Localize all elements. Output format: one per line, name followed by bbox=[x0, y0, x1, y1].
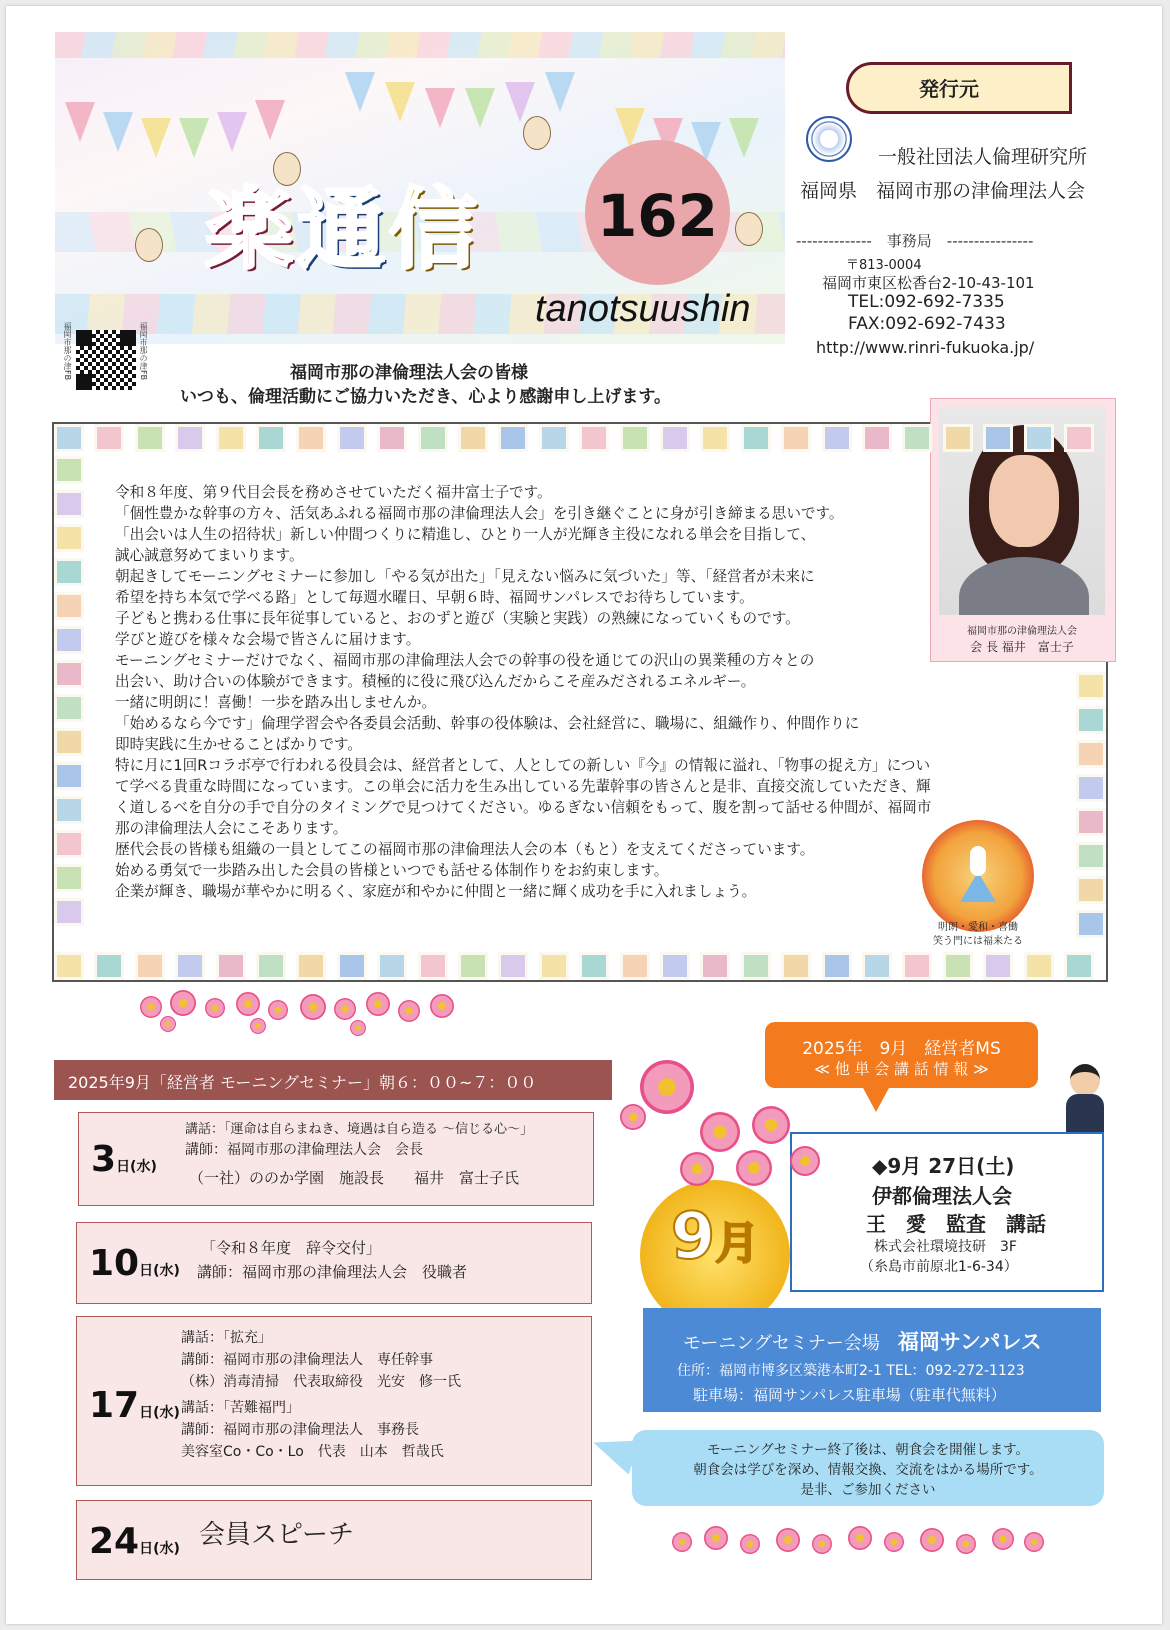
title-char-raku: 楽 bbox=[205, 178, 298, 281]
seminar-header-text: 2025年9月「経営者 モーニングセミナー」朝６：００~７：００ bbox=[68, 1073, 537, 1092]
cosmos-flower-icon bbox=[430, 994, 454, 1018]
border-tile bbox=[175, 952, 205, 980]
border-tile bbox=[216, 952, 246, 980]
border-tile bbox=[1076, 808, 1106, 836]
cosmos-flower-icon bbox=[268, 1000, 288, 1020]
cosmos-flower-icon bbox=[992, 1528, 1014, 1550]
border-tile bbox=[216, 424, 246, 452]
bunting-flag bbox=[255, 100, 285, 140]
photo-body bbox=[959, 557, 1089, 615]
message-line: 学びと遊びを様々な会場で皆さんに届けます。 bbox=[115, 631, 421, 648]
message-line: 特に月に1回Rコラボ亭で行われる役員会は、経営者として、人としての新しい『今』の情報に溢れ、「物事の捉え方」につい bbox=[115, 757, 931, 774]
seminar-line: 講師：福岡市那の津倫理法人会 役職者 bbox=[197, 1263, 468, 1281]
bunting-flag bbox=[505, 82, 535, 122]
border-tile bbox=[579, 424, 609, 452]
border-tile bbox=[54, 424, 84, 452]
border-tile bbox=[862, 952, 892, 980]
org-line2: 福岡県 福岡市那の津倫理法人会 bbox=[800, 180, 1086, 202]
message-line: 即時実践に生かせることばかりです。 bbox=[115, 736, 362, 753]
cosmos-flower-icon bbox=[236, 992, 260, 1016]
border-tile bbox=[54, 864, 84, 892]
seminar-card-24 bbox=[76, 1500, 592, 1580]
other-ms-date: ◆9月 27日(土) bbox=[872, 1154, 1015, 1178]
border-tile bbox=[1076, 706, 1106, 734]
border-tile bbox=[620, 952, 650, 980]
day-suffix: 日(水) bbox=[139, 1541, 180, 1557]
cosmos-flower-icon bbox=[752, 1106, 790, 1144]
greeting-line1: 福岡市那の津倫理法人会の皆様 bbox=[290, 363, 528, 383]
border-tile bbox=[94, 952, 124, 980]
day-suffix: 日(水) bbox=[116, 1159, 157, 1175]
border-tile bbox=[296, 952, 326, 980]
border-tile bbox=[822, 952, 852, 980]
border-tile bbox=[54, 558, 84, 586]
breakfast-line: 是非、ご参加ください bbox=[800, 1482, 936, 1498]
border-tile bbox=[660, 424, 690, 452]
cosmos-flower-icon bbox=[300, 994, 326, 1020]
border-tile bbox=[256, 952, 286, 980]
cosmos-flower-icon bbox=[920, 1528, 944, 1552]
other-ms-venue: 株式会社環境技研 3F bbox=[874, 1239, 1017, 1255]
bunting-flag bbox=[385, 82, 415, 122]
cosmos-flower-icon bbox=[620, 1104, 646, 1130]
office-address: 福岡市東区松香台2-10-43-101 bbox=[822, 274, 1035, 292]
border-tile bbox=[337, 952, 367, 980]
title-char-shin: 信 bbox=[389, 178, 482, 281]
border-tile bbox=[54, 898, 84, 926]
border-tile bbox=[54, 694, 84, 722]
message-line: 企業が輝き、職場が華やかに明るく、家庭が和やかに仲間と一緒に輝く成功を手に入れましょう。 bbox=[115, 883, 757, 900]
cosmos-flower-icon bbox=[884, 1532, 904, 1552]
title-romaji: tanotsuushin bbox=[535, 288, 751, 330]
day-suffix: 日(水) bbox=[139, 1263, 180, 1279]
message-line: 始める勇気で一歩踏み出した会員の皆様といつでも話せる体制作りをお約束します。 bbox=[115, 862, 669, 879]
venue-box bbox=[643, 1308, 1101, 1412]
other-ms-org: 伊都倫理法人会 bbox=[872, 1184, 1012, 1208]
september-badge-text bbox=[640, 1200, 790, 1274]
office-label: -------------- 事務局 ---------------- bbox=[796, 232, 1034, 250]
photo-caption-name: 会 長 福井 富士子 bbox=[970, 640, 1074, 654]
message-line: 「個性豊かな幹事の方々、活気あふれる福岡市那の津倫理法人会」を引き継ぐことに身が引き締まる思いです。 bbox=[115, 505, 844, 522]
message-line: モーニングセミナーだけでなく、福岡市那の津倫理法人会での幹事の役を通じての沢山の異業種の方々との bbox=[115, 652, 815, 669]
cosmos-flower-icon bbox=[205, 998, 225, 1018]
cosmos-flower-icon bbox=[812, 1534, 832, 1554]
border-tile bbox=[175, 424, 205, 452]
issue-number: 162 bbox=[596, 182, 719, 250]
border-tile bbox=[256, 424, 286, 452]
postal-code: 〒813-0004 bbox=[846, 258, 922, 273]
newsletter-title bbox=[205, 160, 481, 286]
cosmos-flower-icon bbox=[680, 1152, 714, 1186]
header-banner bbox=[55, 32, 785, 344]
breakfast-line: 朝食会は学びを深め、情報交換、交流をはかる場所です。 bbox=[693, 1462, 1043, 1478]
lantern-icon bbox=[135, 228, 163, 262]
bunting-flag bbox=[425, 88, 455, 128]
border-tile bbox=[943, 424, 973, 452]
seminar-line: 講話：「苦難福門」 bbox=[181, 1400, 300, 1416]
border-tile bbox=[822, 424, 852, 452]
seminar-line: 「令和８年度 辞令交付」 bbox=[201, 1239, 382, 1257]
cosmos-flower-icon bbox=[740, 1534, 760, 1554]
message-line: 出会い、助け合いの体験ができます。積極的に役に飛び込んだからこそ産みだされるエネルギー。 bbox=[115, 673, 756, 690]
message-line: 令和８年度、第９代目会長を務めさせていただく福井富士子です。 bbox=[115, 484, 552, 501]
message-line: 一緒に明朗に！喜働！一歩を踏み出しませんか。 bbox=[115, 694, 437, 711]
border-tile bbox=[1024, 952, 1054, 980]
border-tile bbox=[1076, 876, 1106, 904]
bunting-flag bbox=[65, 102, 95, 142]
border-tile bbox=[1064, 424, 1094, 452]
speech-tail bbox=[862, 1086, 890, 1112]
cosmos-flower-icon bbox=[790, 1146, 820, 1176]
border-tile bbox=[539, 952, 569, 980]
seminar-line: 講話：「拡充」 bbox=[181, 1330, 272, 1346]
photo-caption-org: 福岡市那の津倫理法人会 bbox=[967, 626, 1077, 637]
day-number: 24 bbox=[89, 1521, 140, 1562]
border-tile bbox=[54, 490, 84, 518]
border-tile bbox=[902, 952, 932, 980]
cosmos-flower-icon bbox=[170, 990, 196, 1016]
border-tile bbox=[54, 728, 84, 756]
border-tile bbox=[54, 626, 84, 654]
title-char-tsuu: 通 bbox=[297, 178, 390, 281]
qr-label-left: 福岡市那の津FB bbox=[63, 322, 72, 381]
message-line: 希望を持ち本気で学べる路」として毎週水曜日、早朝６時、福岡サンパレスでお待ちしています。 bbox=[115, 589, 754, 606]
seminar-day bbox=[89, 1385, 180, 1426]
border-tile bbox=[54, 952, 84, 980]
cosmos-flower-icon bbox=[736, 1150, 772, 1186]
message-line: 「出会いは人生の招待状」新しい仲間つくりに精進し、ひとり一人が光輝き主役になれる単会を目指して、 bbox=[115, 526, 816, 543]
other-ms-title: 2025年 9月 経営者MS bbox=[802, 1039, 1001, 1059]
border-tile bbox=[54, 660, 84, 688]
border-tile bbox=[54, 456, 84, 484]
border-tile bbox=[1076, 740, 1106, 768]
day-number: 10 bbox=[89, 1243, 140, 1284]
border-tile bbox=[54, 830, 84, 858]
venue-label-text: モーニングセミナー会場 bbox=[683, 1333, 880, 1354]
seminar-line: 美容室Co・Co・Lo 代表 山本 哲哉氏 bbox=[181, 1444, 444, 1460]
border-tile bbox=[54, 796, 84, 824]
seminar-card-10 bbox=[76, 1222, 592, 1304]
other-ms-speaker: 王 愛 監査 講話 bbox=[866, 1212, 1046, 1236]
photo-face bbox=[989, 455, 1059, 547]
message-line: 那の津倫理法人会にこそあります。 bbox=[115, 820, 348, 837]
border-tile bbox=[741, 952, 771, 980]
day-suffix: 日(水) bbox=[139, 1405, 180, 1421]
border-tile bbox=[135, 424, 165, 452]
cosmos-flower-icon bbox=[334, 998, 356, 1020]
seminar-line: 講師：福岡市那の津倫理法人会 会長 bbox=[185, 1142, 423, 1158]
border-tile bbox=[1076, 774, 1106, 802]
cosmos-flower-icon bbox=[640, 1060, 694, 1114]
bunting-flag bbox=[545, 72, 575, 112]
border-tile bbox=[418, 952, 448, 980]
border-tile bbox=[781, 424, 811, 452]
seminar-header bbox=[54, 1060, 612, 1100]
border-tile bbox=[539, 424, 569, 452]
border-tile bbox=[54, 524, 84, 552]
bunting-flag bbox=[345, 72, 375, 112]
message-line: 朝起きしてモーニングセミナーに参加し「やる気が出た」「見えない悩みに気づいた」等、「経営者が未来に bbox=[115, 568, 815, 585]
month-number: 9 bbox=[670, 1200, 716, 1274]
border-tile bbox=[781, 952, 811, 980]
cosmos-flower-icon bbox=[250, 1018, 266, 1034]
bunting-flag bbox=[103, 112, 133, 152]
border-tile bbox=[943, 952, 973, 980]
border-tile bbox=[418, 424, 448, 452]
rinri-emblem-icon bbox=[806, 116, 852, 162]
border-tile bbox=[983, 952, 1013, 980]
seminar-card-17 bbox=[76, 1316, 592, 1486]
bunting-flag bbox=[729, 118, 759, 158]
venue-address: 住所：福岡市博多区築港本町2-1 TEL：092-272-1123 bbox=[677, 1363, 1025, 1379]
president-message bbox=[115, 482, 1035, 902]
cosmos-flower-icon bbox=[140, 996, 162, 1018]
cosmos-flower-icon bbox=[700, 1112, 740, 1152]
cosmos-flower-icon bbox=[672, 1532, 692, 1552]
rabbit-icon bbox=[970, 846, 986, 876]
org-line1: 一般社団法人倫理研究所 bbox=[878, 146, 1088, 168]
border-tile bbox=[700, 424, 730, 452]
office-fax: FAX:092-692-7433 bbox=[848, 314, 1006, 334]
border-tile bbox=[660, 952, 690, 980]
cosmos-flower-icon bbox=[848, 1526, 872, 1550]
seminar-line: （株）消毒清掃 代表取締役 光安 修一氏 bbox=[181, 1374, 461, 1390]
greeting-line2: いつも、倫理活動にご協力いただき、心より感謝申し上げます。 bbox=[180, 387, 671, 407]
message-line: く道しるべを自分の手で自分のタイミングで見つけてください。ゆるぎない信頼をもって、腹を割って話せる仲間が、福岡市 bbox=[115, 799, 932, 816]
bunting-flag bbox=[179, 118, 209, 158]
qr-label-right: 福岡市那の津FB bbox=[139, 322, 148, 381]
seminar-line: 会員スピーチ bbox=[199, 1520, 354, 1550]
border-tile bbox=[458, 952, 488, 980]
venue-parking: 駐車場：福岡サンパレス駐車場（駐車代無料） bbox=[693, 1386, 1006, 1404]
seminar-line: （一社）ののか学園 施設長 福井 富士子氏 bbox=[189, 1169, 520, 1187]
badge-line2: 笑う門には福来たる bbox=[933, 936, 1023, 947]
other-ms-address: （糸島市前原北1-6-34） bbox=[860, 1259, 1018, 1275]
cosmos-flower-icon bbox=[350, 1020, 366, 1036]
washi-tape-top bbox=[55, 32, 785, 58]
seminar-day bbox=[89, 1521, 180, 1562]
seminar-day bbox=[89, 1243, 180, 1284]
website-link[interactable]: http://www.rinri-fukuoka.jp/ bbox=[816, 338, 1035, 357]
badge-line1: 明朗・愛和・喜働 bbox=[938, 922, 1018, 933]
other-ms-subtitle: ≪ 他 単 会 講 話 情 報 ≫ bbox=[814, 1060, 989, 1078]
issuer-tag bbox=[846, 62, 1072, 114]
border-tile bbox=[498, 952, 528, 980]
qr-code-icon bbox=[76, 330, 136, 390]
border-tile bbox=[458, 424, 488, 452]
seminar-line: 講話：「運命は自らまねき、境遇は自ら造る ～信じる心～」 bbox=[185, 1122, 534, 1137]
day-number: 17 bbox=[89, 1385, 140, 1426]
speaker-icon bbox=[1066, 1064, 1104, 1134]
cosmos-flower-icon bbox=[160, 1016, 176, 1032]
border-tile bbox=[1076, 672, 1106, 700]
facebook-qr-code[interactable] bbox=[62, 318, 150, 406]
venue-label bbox=[683, 1326, 1042, 1356]
bunting-flag bbox=[141, 118, 171, 158]
other-ms-box bbox=[765, 1022, 1038, 1088]
border-tile bbox=[135, 952, 165, 980]
seminar-line: 講師：福岡市那の津倫理法人 専任幹事 bbox=[181, 1352, 433, 1368]
border-tile bbox=[1076, 842, 1106, 870]
day-number: 3 bbox=[91, 1139, 117, 1180]
cosmos-flower-icon bbox=[956, 1534, 976, 1554]
bunting-flag bbox=[217, 112, 247, 152]
border-tile bbox=[54, 762, 84, 790]
message-line: 「始めるなら今です」倫理学習会や各委員会活動、幹事の役体験は、会社経営に、職場に、組織作り、仲間作りに bbox=[115, 715, 860, 732]
border-tile bbox=[337, 424, 367, 452]
lantern-icon bbox=[735, 212, 763, 246]
border-tile bbox=[94, 424, 124, 452]
border-tile bbox=[296, 424, 326, 452]
message-line: て学べる貴重な時間になっています。この単会に活力を生み出している先輩幹事の皆さんと是非、直接交流していただき、輝 bbox=[115, 778, 931, 795]
seminar-day bbox=[91, 1139, 157, 1180]
border-tile bbox=[902, 424, 932, 452]
cosmos-flower-icon bbox=[1024, 1532, 1044, 1552]
border-tile bbox=[1024, 424, 1054, 452]
bunting-flag bbox=[465, 88, 495, 128]
issuer-tag-label: 発行元 bbox=[919, 77, 979, 101]
venue-name: 福岡サンパレス bbox=[897, 1330, 1042, 1354]
office-tel: TEL:092-692-7335 bbox=[848, 292, 1005, 312]
month-unit: 月 bbox=[715, 1218, 760, 1269]
border-tile bbox=[700, 952, 730, 980]
cosmos-flower-icon bbox=[366, 992, 390, 1016]
border-tile bbox=[579, 952, 609, 980]
border-tile bbox=[377, 952, 407, 980]
cosmos-flower-icon bbox=[776, 1528, 800, 1552]
border-tile bbox=[862, 424, 892, 452]
border-tile bbox=[1064, 952, 1094, 980]
border-tile bbox=[620, 424, 650, 452]
border-tile bbox=[983, 424, 1013, 452]
rabbit-fuji-badge-icon bbox=[922, 820, 1034, 932]
message-line: 歴代会長の皆様も組織の一員としてこの福岡市那の津倫理法人会の本（もと）を支えてくださっています。 bbox=[115, 841, 815, 858]
border-tile bbox=[498, 424, 528, 452]
breakfast-bubble bbox=[632, 1430, 1104, 1506]
seminar-line: 講師：福岡市那の津倫理法人 事務長 bbox=[181, 1422, 419, 1438]
cosmos-flower-icon bbox=[398, 1000, 420, 1022]
border-tile bbox=[54, 592, 84, 620]
mountain-icon bbox=[960, 872, 996, 902]
message-line: 子どもと携わる仕事に長年従事していると、おのずと遊び（実験と実践）の熟練になっていくものです。 bbox=[115, 610, 800, 627]
cosmos-flower-icon bbox=[704, 1526, 728, 1550]
message-line: 誠心誠意努めてまいります。 bbox=[115, 547, 304, 564]
border-tile bbox=[377, 424, 407, 452]
seminar-card-3 bbox=[78, 1112, 594, 1206]
breakfast-line: モーニングセミナー終了後は、朝食会を開催します。 bbox=[706, 1442, 1030, 1458]
border-tile bbox=[1076, 910, 1106, 938]
border-tile bbox=[741, 424, 771, 452]
lantern-icon bbox=[523, 116, 551, 150]
